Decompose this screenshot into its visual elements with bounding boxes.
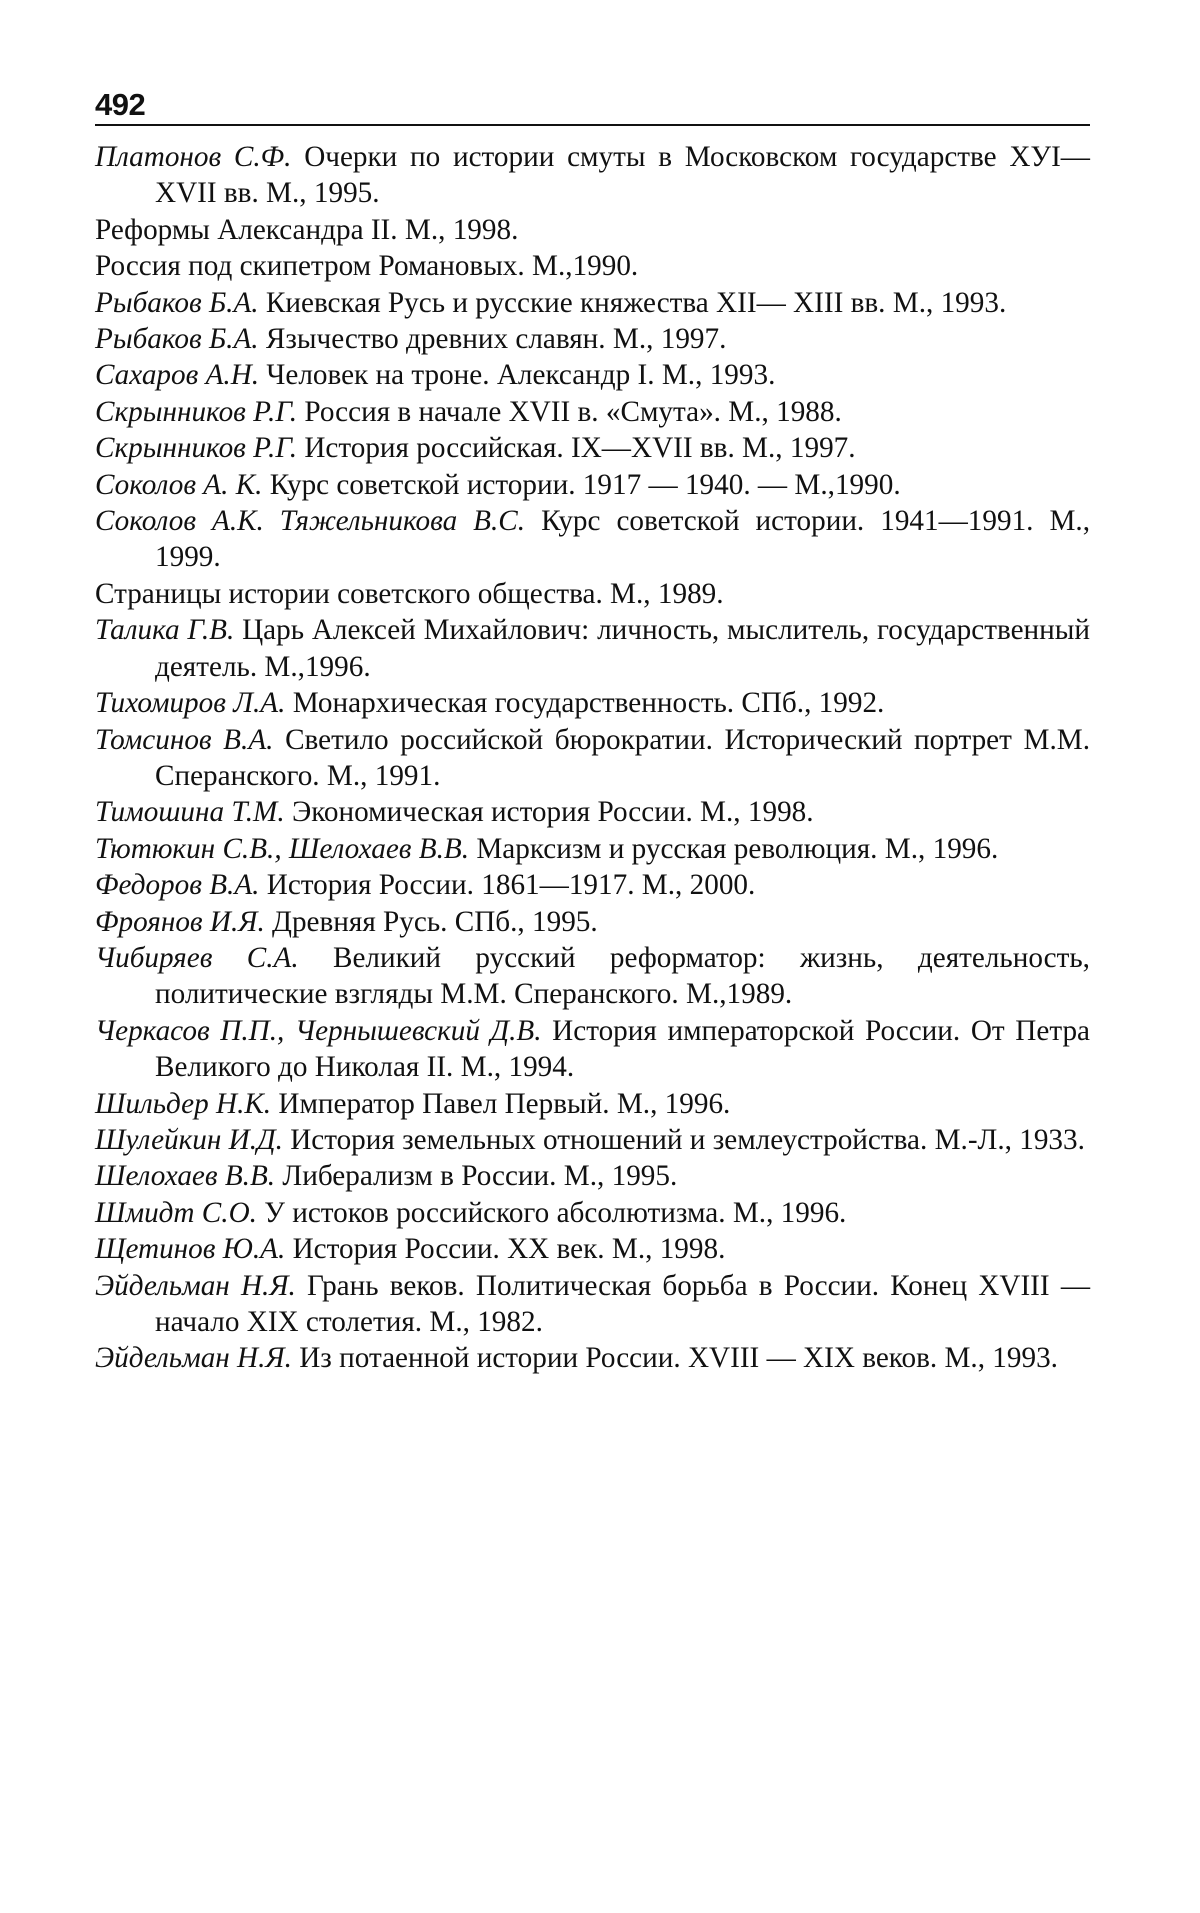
entry-author: Соколов А. К. bbox=[95, 468, 263, 501]
entry-text: Экономическая история России. М., 1998. bbox=[284, 796, 814, 829]
entry-author: Шелохаев В.В. bbox=[95, 1160, 276, 1193]
entry-text: Светило российской бюрократии. Исторический портрет М.М. Сперанского. М., 1991. bbox=[155, 723, 1090, 792]
entry-author: Федоров В.А. bbox=[95, 869, 260, 902]
bibliography-entry bbox=[95, 357, 1090, 393]
header-rule bbox=[95, 124, 1090, 126]
bibliography-entry bbox=[95, 1340, 1090, 1376]
entry-text: Киевская Русь и русские княжества XII— XIII вв. М., 1993. bbox=[258, 286, 1007, 319]
entry-author: Платонов С.Ф. bbox=[95, 141, 292, 173]
bibliography-entry bbox=[95, 576, 1090, 612]
bibliography-entry bbox=[95, 1195, 1090, 1231]
bibliography-entry bbox=[95, 1086, 1090, 1122]
bibliography-entry bbox=[95, 1013, 1090, 1086]
entry-author: Тимошина Т.М. bbox=[95, 796, 285, 829]
bibliography-entry bbox=[95, 1122, 1090, 1158]
bibliography-entry bbox=[95, 248, 1090, 284]
bibliography-entry bbox=[95, 904, 1090, 940]
entry-author: Эйдельман Н.Я. bbox=[95, 1269, 296, 1302]
bibliography-entry bbox=[95, 321, 1090, 357]
entry-author: Шмидт С.О. bbox=[95, 1196, 257, 1229]
entry-text: У истоков российского абсолютизма. М., 1996. bbox=[256, 1196, 847, 1229]
entry-text: Древняя Русь. СПб., 1995. bbox=[264, 905, 598, 938]
bibliography-entry bbox=[95, 467, 1090, 503]
entry-text: История земельных отношений и землеустройства. М.-Л., 1933. bbox=[282, 1123, 1085, 1156]
bibliography-entry bbox=[95, 794, 1090, 830]
entry-text: Марксизм и русская революция. М., 1996. bbox=[469, 832, 999, 865]
entry-author: Фроянов И.Я. bbox=[95, 905, 265, 938]
bibliography-entry bbox=[95, 940, 1090, 1013]
bibliography-entry bbox=[95, 394, 1090, 430]
entry-author: Черкасов П.П., Чернышевский Д.В. bbox=[95, 1014, 542, 1047]
entry-text: Царь Алексей Михайлович: личность, мыслитель, государственный деятель. М.,1996. bbox=[155, 614, 1090, 683]
entry-text: Великий русский реформатор: жизнь, деятельность, политические взгляды М.М. Сперанского. М.,1989. bbox=[155, 941, 1090, 1011]
entry-author: Тютюкин С.В., Шелохаев В.В. bbox=[95, 832, 470, 865]
entry-text: История России. XX век. М., 1998. bbox=[285, 1233, 726, 1266]
entry-author: Талика Г.В. bbox=[95, 614, 235, 647]
page-number: 492 bbox=[95, 87, 146, 122]
entry-author: Соколов А.К. Тяжельникова В.С. bbox=[95, 505, 526, 538]
entry-text: Очерки по истории смуты в Московском государстве ХУI— XVII вв. М., 1995. bbox=[155, 141, 1090, 210]
bibliography-entry bbox=[95, 722, 1090, 795]
bibliography-entry bbox=[95, 503, 1090, 576]
bibliography-entry bbox=[95, 685, 1090, 721]
entry-text: Реформы Александра II. М., 1998. bbox=[95, 213, 519, 246]
entry-author: Шильдер Н.К. bbox=[95, 1087, 272, 1120]
entry-text: Из потаенной истории России. XVIII — XIX веков. М., 1993. bbox=[291, 1342, 1058, 1375]
entry-author: Эйдельман Н.Я. bbox=[95, 1342, 292, 1375]
bibliography-entry bbox=[95, 212, 1090, 248]
bibliography-entry bbox=[95, 612, 1090, 685]
bibliography-entry bbox=[95, 867, 1090, 903]
entry-author: Томсинов В.А. bbox=[95, 723, 274, 756]
entry-author: Чибиряев С.А. bbox=[95, 941, 299, 974]
entry-author: Рыбаков Б.А. bbox=[95, 323, 259, 356]
entry-text: Грань веков. Политическая борьба в России. Конец XVIII — начало XIX столетия. М., 1982. bbox=[155, 1269, 1090, 1338]
entry-author: Шулейкин И.Д. bbox=[95, 1123, 283, 1156]
entry-author: Скрынников Р.Г. bbox=[95, 395, 298, 428]
entry-author: Тихомиров Л.А. bbox=[95, 687, 286, 720]
entry-text: Курс советской истории. 1941—1991. М., 1999. bbox=[155, 505, 1090, 574]
bibliography-entry bbox=[95, 430, 1090, 466]
entry-text: История российская. IX—XVII вв. М., 1997. bbox=[297, 432, 856, 465]
entry-author: Щетинов Ю.А. bbox=[95, 1233, 286, 1266]
entry-text: Либерализм в России. М., 1995. bbox=[275, 1160, 678, 1193]
bibliography-entry bbox=[95, 1268, 1090, 1341]
bibliography-entry bbox=[95, 831, 1090, 867]
entry-author: Сахаров А.Н. bbox=[95, 359, 260, 392]
bibliography-list bbox=[95, 139, 1090, 1377]
entry-author: Скрынников Р.Г. bbox=[95, 432, 298, 465]
entry-text: Россия под скипетром Романовых. М.,1990. bbox=[95, 250, 639, 283]
entry-author: Рыбаков Б.А. bbox=[95, 286, 259, 319]
entry-text: Человек на троне. Александр I. М., 1993. bbox=[259, 359, 776, 392]
book-page bbox=[95, 88, 1090, 1377]
entry-text: Россия в начале XVII в. «Смута». М., 1988. bbox=[297, 395, 842, 428]
bibliography-entry bbox=[95, 139, 1090, 212]
bibliography-entry bbox=[95, 1158, 1090, 1194]
entry-text: Монархическая государственность. СПб., 1992. bbox=[285, 687, 885, 720]
entry-text: Страницы истории советского общества. М., 1989. bbox=[95, 577, 724, 610]
entry-text: История России. 1861—1917. М., 2000. bbox=[259, 869, 756, 902]
entry-text: История императорской России. От Петра Великого до Николая II. М., 1994. bbox=[155, 1014, 1090, 1084]
bibliography-entry bbox=[95, 1231, 1090, 1267]
bibliography-entry bbox=[95, 285, 1090, 321]
entry-text: Император Павел Первый. М., 1996. bbox=[271, 1087, 731, 1120]
entry-text: Язычество древних славян. М., 1997. bbox=[258, 323, 727, 356]
entry-text: Курс советской истории. 1917 — 1940. — М.,1990. bbox=[262, 468, 901, 501]
